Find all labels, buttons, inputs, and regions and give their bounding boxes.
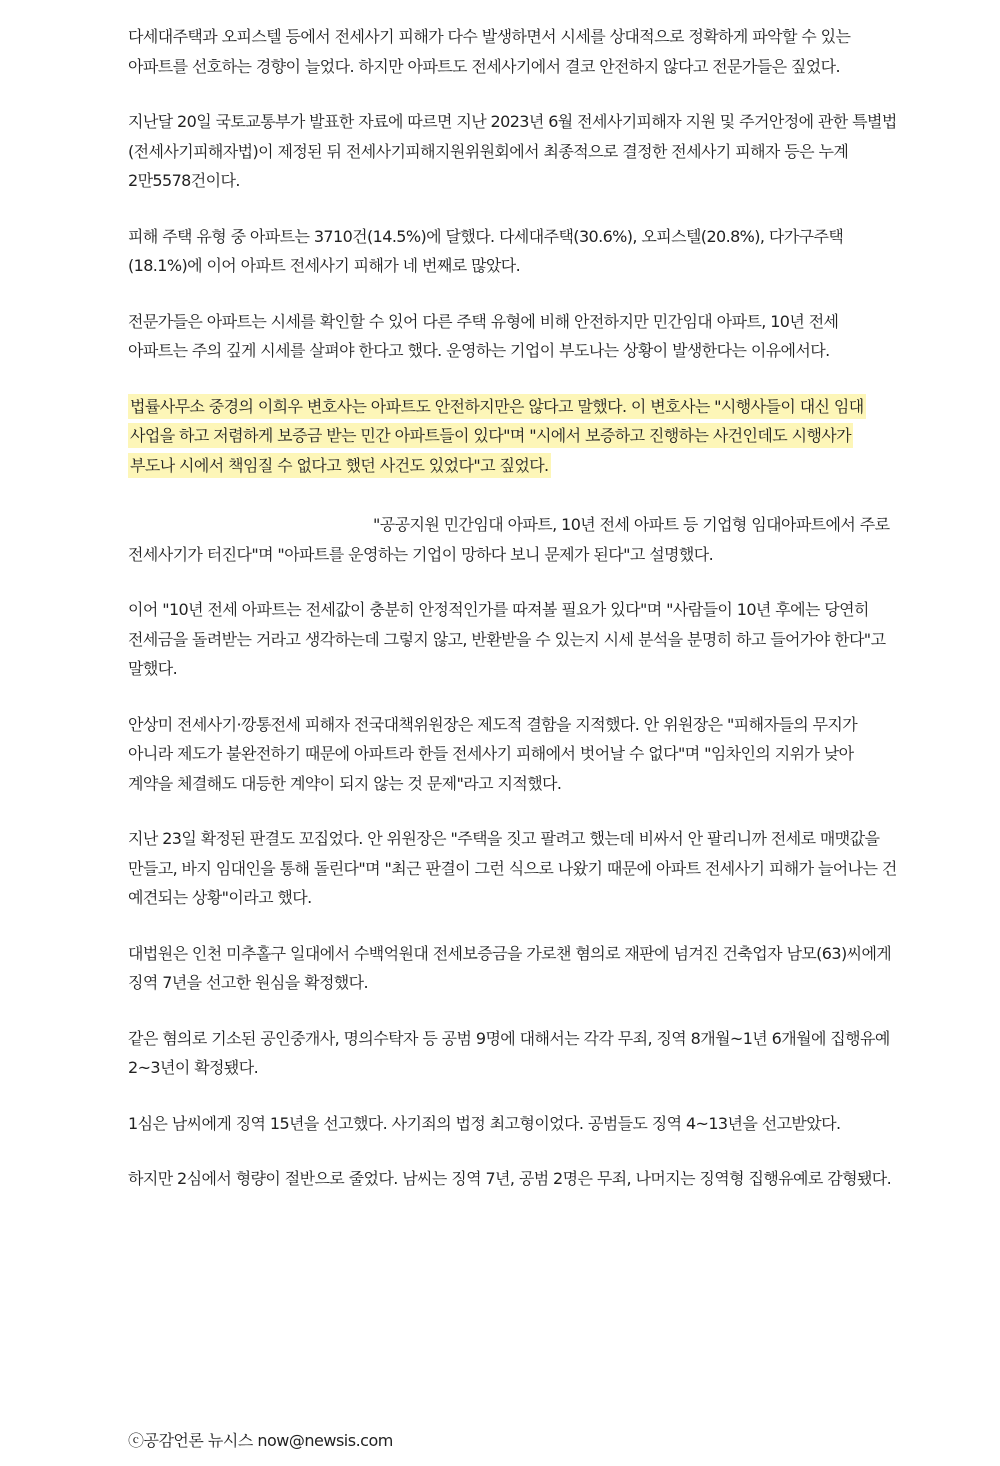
article-paragraph: "공공지원 민간임대 아파트, 10년 전세 아파트 등 기업형 임대아파트에서 주로 전세사기가 터진다"며 "아파트를 운영하는 기업이 망하다 보니 문제가 된다"고 설명했다.: [128, 515, 890, 564]
article-paragraph: 대법원은 인천 미추홀구 일대에서 수백억원대 전세보증금을 가로챈 혐의로 재판에 넘겨진 건축업자 남모(63)씨에게 징역 7년을 선고한 원심을 확정했다.: [128, 943, 892, 992]
article-paragraph: 같은 혐의로 기소된 공인중개사, 명의수탁자 등 공범 9명에 대해서는 각각 무죄, 징역 8개월~1년 6개월에 집행유예 2~3년이 확정됐다.: [128, 1028, 890, 1077]
article-paragraph: 전문가들은 아파트는 시세를 확인할 수 있어 다른 주택 유형에 비해 안전하지만 민간임대 아파트, 10년 전세 아파트는 주의 깊게 시세를 살펴야 한다고 했다. 운영하는 기업이 부도나는 상황이 발생한다는 이유에서다.: [128, 311, 839, 360]
article-body: [128, 22, 898, 1220]
article-paragraph: 지난 23일 확정된 판결도 꼬집었다. 안 위원장은 "주택을 짓고 팔려고 했는데 비싸서 안 팔리니까 전세로 매맷값을 만들고, 바지 임대인을 통해 돌린다"며 "최근 판결이 그런 식으로 나왔기 때문에 아파트 전세사기 피해가 늘어나는 건 예견되는 상황"이라고 했다.: [128, 829, 897, 907]
article-paragraph: 지난달 20일 국토교통부가 발표한 자료에 따르면 지난 2023년 6월 전세사기피해자 지원 및 주거안정에 관한 특별법(전세사기피해자법)이 제정된 뒤 전세사기피해지원위원회에서 최종적으로 결정한 전세사기 피해자 등은 누계 2만5578건이다.: [128, 112, 897, 190]
article-paragraph: 피해 주택 유형 중 아파트는 3710건(14.5%)에 달했다. 다세대주택(30.6%), 오피스텔(20.8%), 다가구주택(18.1%)에 이어 아파트 전세사기 피해가 네 번째로 많았다.: [128, 226, 844, 275]
article-paragraph: 하지만 2심에서 형량이 절반으로 줄었다. 남씨는 징역 7년, 공범 2명은 무죄, 나머지는 징역형 집행유예로 감형됐다.: [128, 1169, 892, 1188]
article-paragraph: 안상미 전세사기·깡통전세 피해자 전국대책위원장은 제도적 결함을 지적했다. 안 위원장은 "피해자들의 무지가 아니라 제도가 불완전하기 때문에 아파트라 한들 전세사기 피해에서 벗어날 수 없다"며 "임차인의 지위가 낮아 계약을 체결해도 대등한 계약이 되지 않는 것 문제"라고 지적했다.: [128, 714, 858, 793]
highlighted-quote-paragraph: [122, 392, 904, 481]
article-paragraph: 다세대주택과 오피스텔 등에서 전세사기 피해가 다수 발생하면서 시세를 상대적으로 정확하게 파악할 수 있는 아파트를 선호하는 경향이 늘었다. 하지만 아파트도 전세사기에서 결코 안전하지 않다고 전문가들은 짚었다.: [128, 27, 851, 76]
article-paragraph: 1심은 남씨에게 징역 15년을 선고했다. 사기죄의 법정 최고형이었다. 공범들도 징역 4~13년을 선고받았다.: [128, 1113, 841, 1133]
highlighted-text: 법률사무소 중경의 이희우 변호사는 아파트도 안전하지만은 않다고 말했다. 이 변호사는 "시행사들이 대신 임대 사업을 하고 저렴하게 보증금 받는 민간 아파트들이 있다"며 "시에서 보증하고 진행하는 사건인데도 시행사가 부도나 시에서 책임질 수 없다고 했던 사건도 있었다"고 짚었다.: [128, 394, 866, 478]
article-paragraph: 이어 "10년 전세 아파트는 전세값이 충분히 안정적인가를 따져볼 필요가 있다"며 "사람들이 10년 후에는 당연히 전세금을 돌려받는 거라고 생각하는데 그렇지 않고, 반환받을 수 있는지 시세 분석을 분명히 하고 들어가야 한다"고 말했다.: [128, 600, 886, 678]
copyright-credit: ⓒ공감언론 뉴시스 now@newsis.com: [128, 1431, 393, 1450]
